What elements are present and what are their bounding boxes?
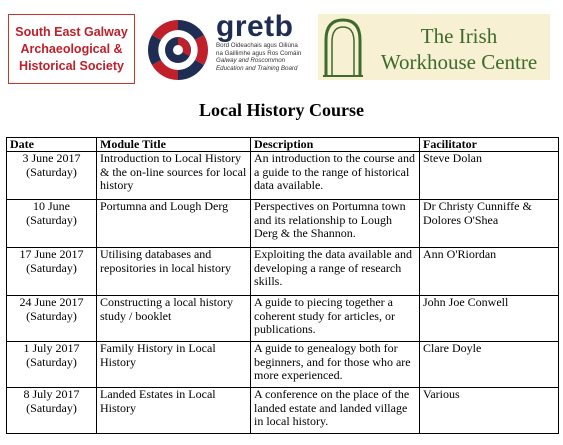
gretb-irish-line-2: na Gaillimhe agus Ros Comáin	[216, 49, 302, 57]
day-text: (Saturday)	[26, 308, 77, 323]
day-text: (Saturday)	[26, 212, 77, 227]
date-text: 3 June 2017	[22, 151, 81, 166]
gretb-english-line-1: Galway and Roscommon	[216, 57, 286, 64]
description-cell: An introduction to the course and a guide to the range of historical data available.	[251, 152, 420, 200]
date-text: 24 June 2017	[19, 295, 84, 310]
description-cell: Exploiting the data available and developing a range of research skills.	[251, 248, 420, 296]
module-cell: Portumna and Lough Derg	[97, 200, 251, 248]
society-logo	[8, 14, 135, 84]
description-cell: A guide to piecing together a coherent study for articles, or publications.	[251, 296, 420, 342]
facilitator-cell: Ann O'Riordan	[420, 248, 559, 296]
module-cell: Introduction to Local History & the on-line sources for local history	[97, 152, 251, 200]
date-cell	[7, 342, 97, 388]
description-cell: A guide to genealogy both for beginners, and for those who are more experienced.	[251, 342, 420, 388]
day-text: (Saturday)	[26, 400, 77, 415]
day-text: (Saturday)	[26, 260, 77, 275]
workhouse-title-line-2: Workhouse Centre	[380, 50, 538, 74]
table-header-row	[7, 138, 559, 152]
date-text: 1 July 2017	[23, 341, 80, 356]
date-cell	[7, 388, 97, 434]
course-table	[6, 137, 559, 434]
module-cell: Constructing a local history study / booklet	[97, 296, 251, 342]
header-date: Date	[7, 138, 97, 152]
module-cell: Family History in Local History	[97, 342, 251, 388]
date-text: 17 June 2017	[19, 247, 84, 262]
description-cell: A conference on the place of the landed estate and landed village in local history.	[251, 388, 420, 434]
day-text: (Saturday)	[26, 354, 77, 369]
gretb-english-line-2: Education and Training Board	[216, 64, 298, 72]
arch-icon	[322, 16, 364, 78]
gretb-swirl-icon	[142, 15, 214, 85]
table-row	[7, 200, 559, 248]
date-cell	[7, 152, 97, 200]
date-cell	[7, 200, 97, 248]
gretb-irish-line-1: Bord Oideachais agus Oiliúna	[216, 42, 298, 49]
date-cell	[7, 296, 97, 342]
gretb-logo	[216, 12, 316, 72]
facilitator-cell: Various	[420, 388, 559, 434]
module-cell: Landed Estates in Local History	[97, 388, 251, 434]
table-row	[7, 388, 559, 434]
table-row	[7, 152, 559, 200]
workhouse-title-line-1: The Irish	[420, 24, 498, 48]
facilitator-cell: Dr Christy Cunniffe & Dolores O'Shea	[420, 200, 559, 248]
workhouse-logo	[318, 14, 550, 80]
facilitator-cell: Steve Dolan	[420, 152, 559, 200]
header-description: Description	[251, 138, 420, 152]
gretb-wordmark: gretb	[216, 10, 294, 43]
date-text: 8 July 2017	[23, 387, 80, 402]
table-row	[7, 248, 559, 296]
description-cell: Perspectives on Portumna town and its relationship to Lough Derg & the Shannon.	[251, 200, 420, 248]
date-text: 10 June	[33, 199, 70, 214]
date-cell	[7, 248, 97, 296]
module-cell: Utilising databases and repositories in local history	[97, 248, 251, 296]
society-line-2: Archaeological &	[20, 41, 123, 56]
facilitator-cell: Clare Doyle	[420, 342, 559, 388]
header-module-title: Module Title	[97, 138, 251, 152]
day-text: (Saturday)	[26, 164, 77, 179]
header-facilitator: Facilitator	[420, 138, 559, 152]
society-line-3: Historical Society	[19, 58, 124, 73]
table-row	[7, 296, 559, 342]
page-title: Local History Course	[199, 100, 364, 120]
society-line-1: South East Galway	[15, 24, 128, 39]
facilitator-cell: John Joe Conwell	[420, 296, 559, 342]
table-row	[7, 342, 559, 388]
header-logos	[0, 0, 563, 96]
